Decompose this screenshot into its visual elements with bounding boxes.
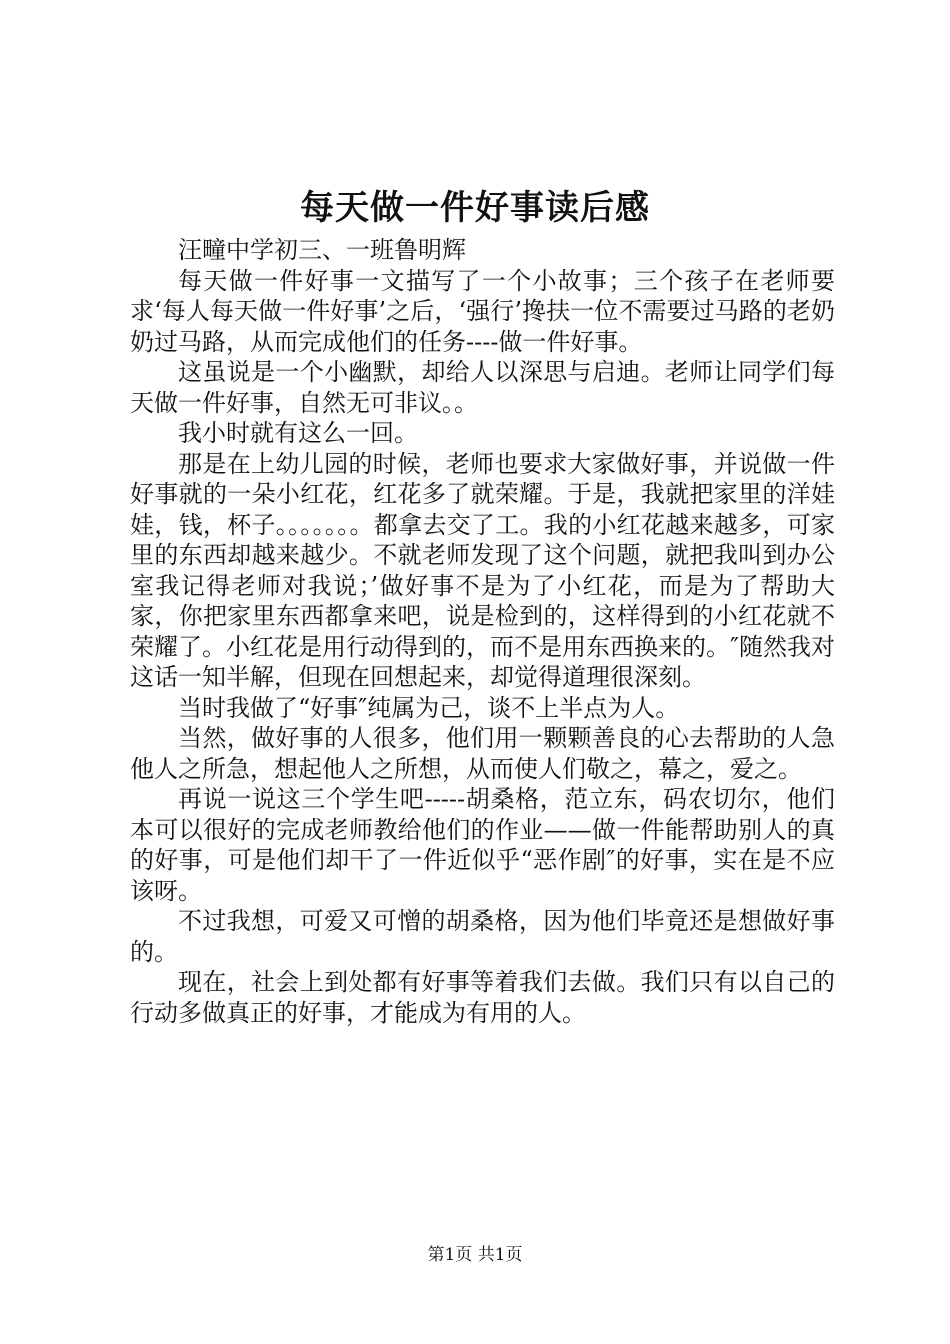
paragraph-1: 每天做一件好事一文描写了一个小故事；三个孩子在老师要求‘每人每天做一件好事’之后，‘强行’搀扶一位不需要过马路的老奶奶过马路，从而完成他们的任务----做一件好事。 <box>130 266 835 356</box>
paragraph-5: 当时我做了“好事″纯属为己，谈不上半点为人。 <box>178 693 680 722</box>
document-title: 每天做一件好事读后感 <box>300 188 650 228</box>
paragraph-7: 再说一说这三个学生吧-----胡桑格，范立东，码农切尔，他们本可以很好的完成老师教给他们的作业——做一件能帮助别人的真的好事，可是他们却干了一件近似乎“恶作剧″的好事，实在是不应该呀。 <box>130 785 835 905</box>
paragraph-9: 现在，社会上到处都有好事等着我们去做。我们只有以自己的行动多做真正的好事，才能成为有用的人。 <box>130 968 835 1027</box>
paragraph-4: 那是在上幼儿园的时候，老师也要求大家做好事，并说做一件好事就的一朵小红花，红花多了就荣耀。于是，我就把家里的洋娃娃，钱，杯子。。。。。。。都拿去交了工。我的小红花越来越多，可家里的东西却越来越少。不就老师发现了这个问题，就把我叫到办公室我记得老师对我说；’做好事不是为了小红花，而是为了帮助大家，你把家里东西都拿来吧，说是检到的，这样得到的小红花就不荣耀了。小红花是用行动得到的，而不是用东西换来的。″随然我对这话一知半解，但现在回想起来，却觉得道理很深刻。 <box>130 449 835 691</box>
paragraph-8: 不过我想，可爱又可憎的胡桑格，因为他们毕竟还是想做好事的。 <box>130 907 835 966</box>
paragraph-3: 我小时就有这么一回。 <box>178 419 418 447</box>
document-body <box>130 235 835 1028</box>
page-number-footer: 第1页 共1页 <box>427 1245 523 1265</box>
paragraph-6: 当然，做好事的人很多，他们用一颗颗善良的心去帮助的人急他人之所急，想起他人之所想，从而使人们敬之，幕之，爱之。 <box>130 724 835 783</box>
paragraph-2: 这虽说是一个小幽默，却给人以深思与启迪。老师让同学们每天做一件好事，自然无可非议。。 <box>130 358 835 417</box>
author-line: 汪疃中学初三、一班鲁明辉 <box>178 236 466 264</box>
